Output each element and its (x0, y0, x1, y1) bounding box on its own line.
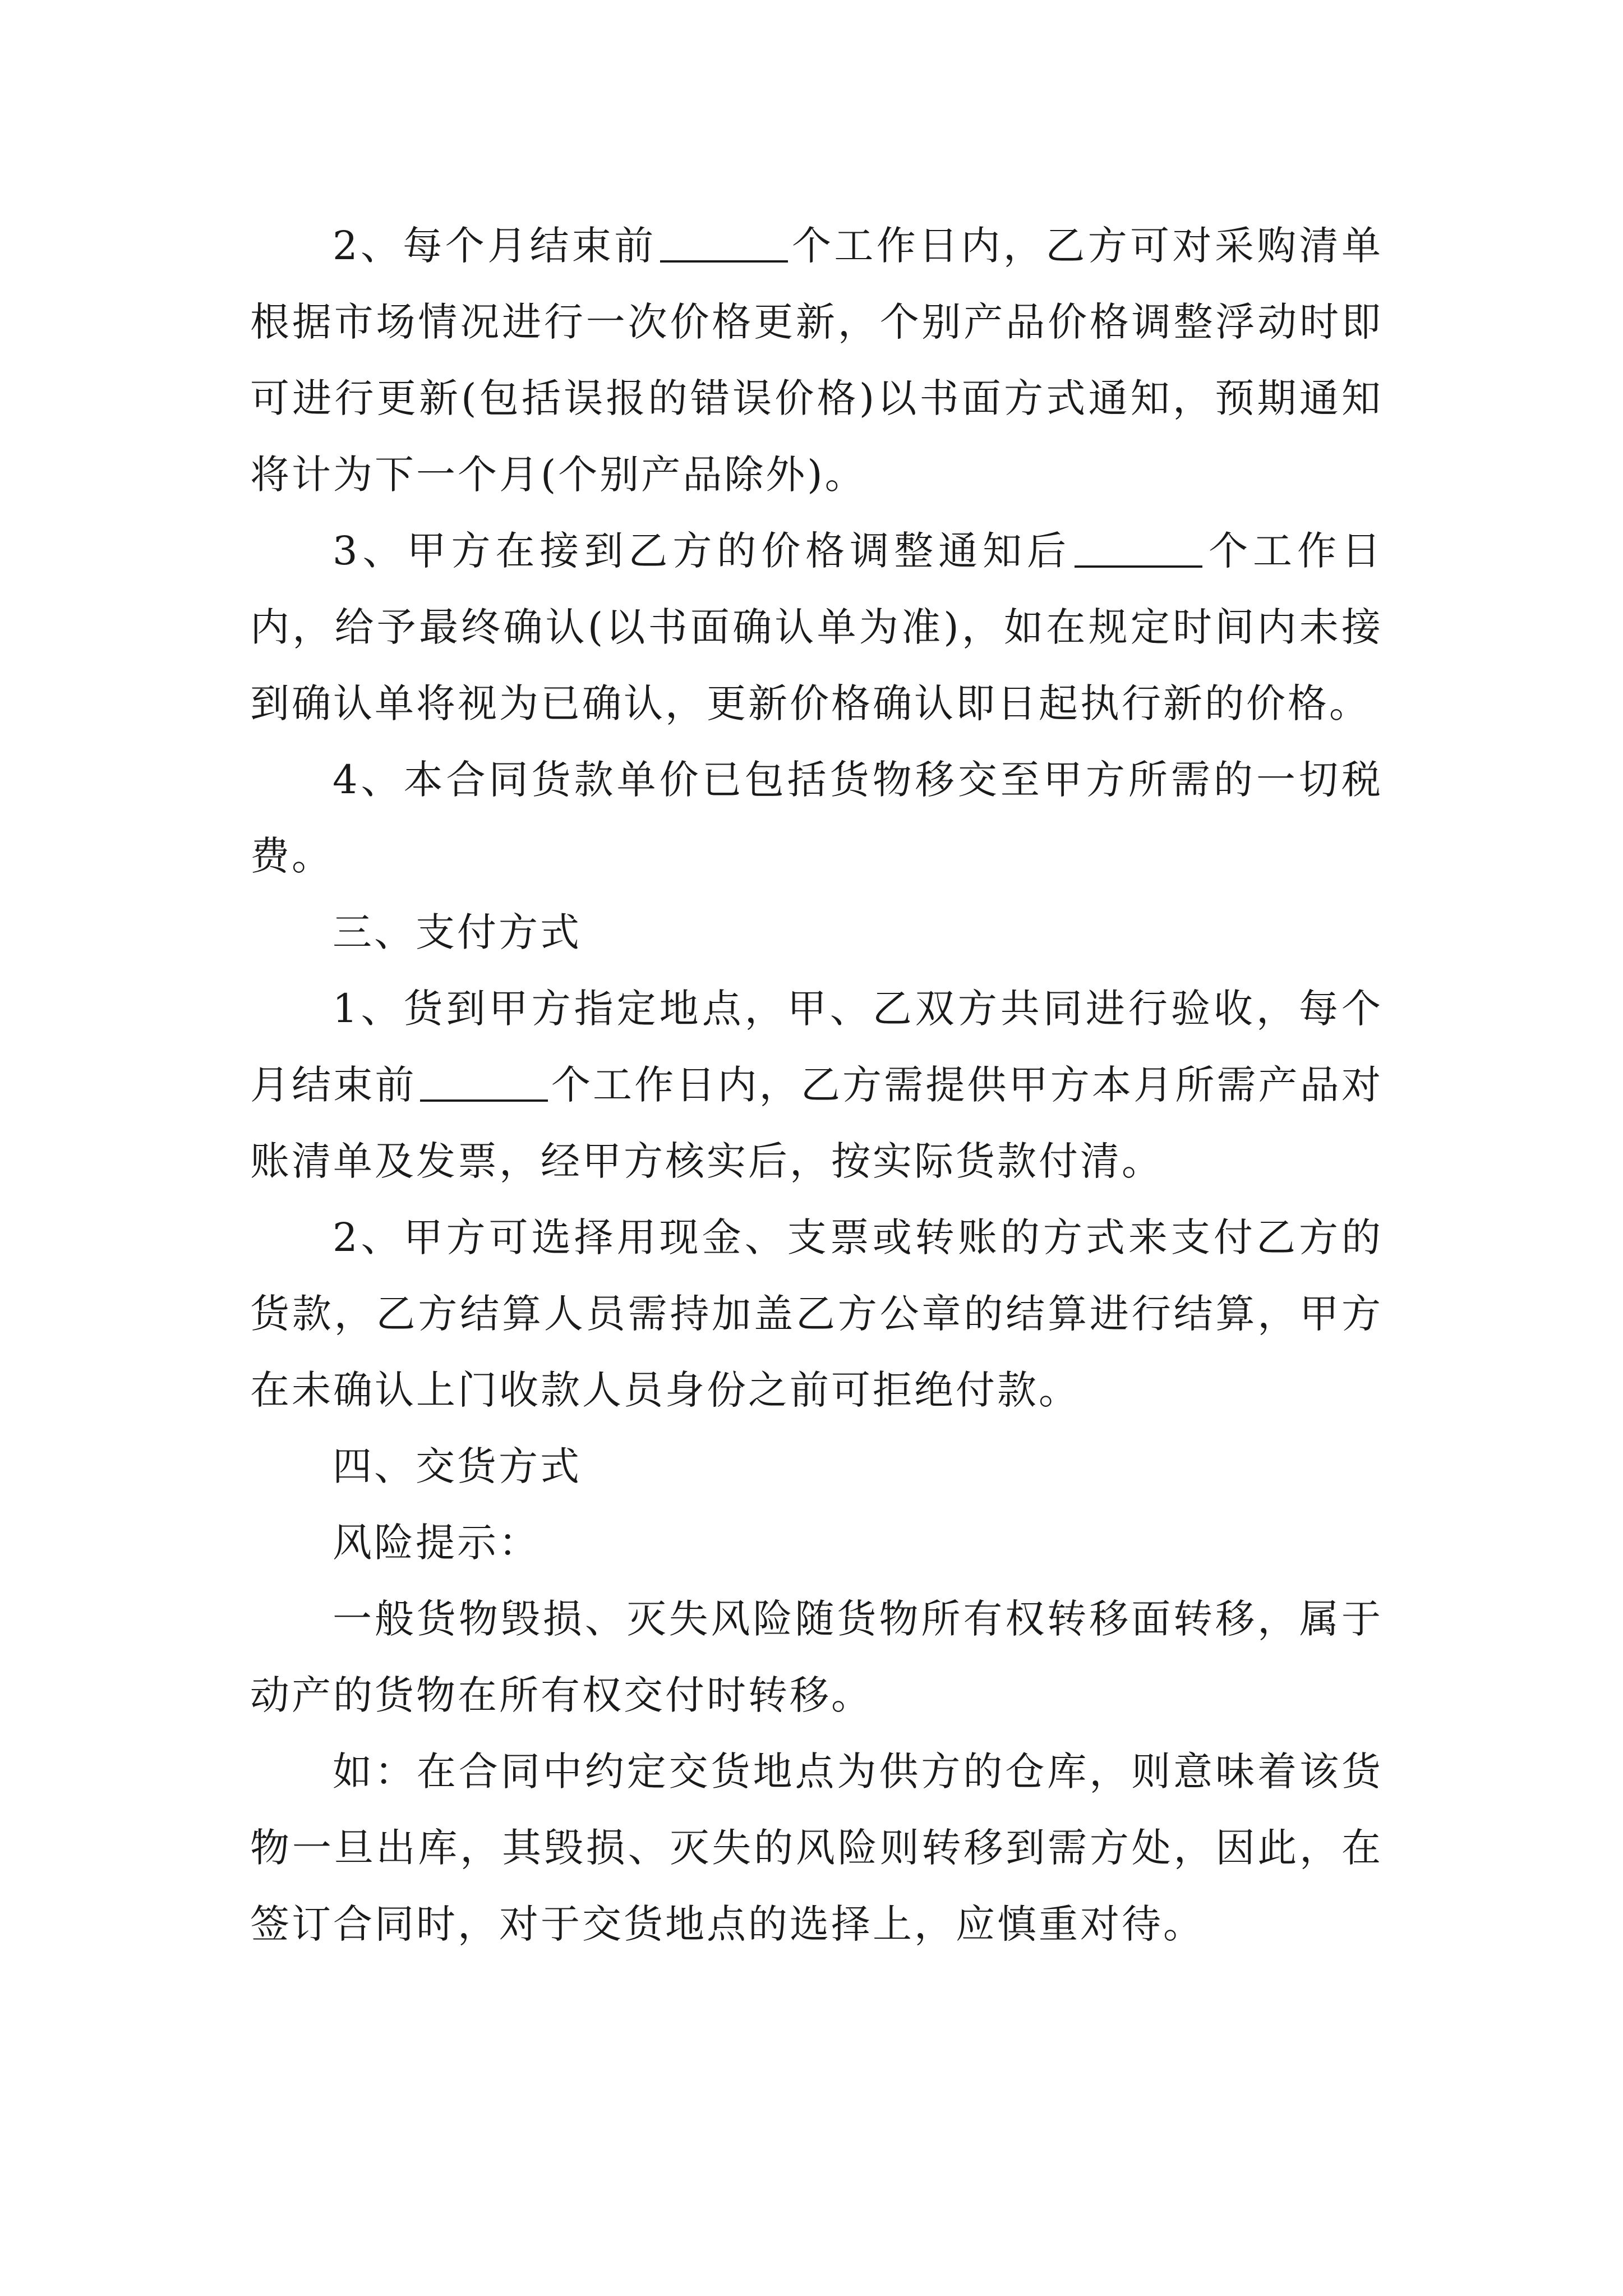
risk-notice-example: 如：在合同中约定交货地点为供方的仓库，则意味着该货物一旦出库，其毁损、灭失的风险则转移到需方处，因此，在签订合同时，对于交货地点的选择上，应慎重对待。 (250, 1749, 1383, 1947)
risk-notice-general: 一般货物毁损、灭失风险随货物所有权转移面转移，属于动产的货物在所有权交付时转移。 (250, 1596, 1383, 1718)
section-heading-payment: 三、支付方式 (333, 909, 582, 955)
clause-2-price-update: 2、每个月结束前 个工作日内，乙方可对采购清单根据市场情况进行一次价格更新，个别产品价格调整浮动时即可进行更新(包括误报的错误价格)以书面方式通知，预期通知将计为下一个月(个别产品除外)。 (250, 223, 1384, 498)
clause-4-taxes: 4、本合同货款单价已包括货物移交至甲方所需的一切税费。 (250, 757, 1383, 879)
risk-notice-label: 风险提示： (333, 1520, 540, 1566)
payment-clause-1: 1、货到甲方指定地点，甲、乙双方共同进行验收，每个月结束前 个工作日内，乙方需提供甲方本月所需产品对账清单及发票，经甲方核实后，按实际货款付清。 (250, 986, 1384, 1184)
section-heading-delivery: 四、交货方式 (333, 1443, 582, 1489)
payment-clause-2: 2、甲方可选择用现金、支票或转账的方式来支付乙方的货款，乙方结算人员需持加盖乙方公章的结算进行结算，甲方在未确认上门收款人员身份之前可拒绝付款。 (250, 1214, 1383, 1413)
blank-field (420, 1066, 548, 1102)
blank-field (660, 227, 788, 263)
document-body (250, 208, 1383, 1962)
blank-field (1075, 532, 1202, 568)
clause-3-price-confirmation: 3、甲方在接到乙方的价格调整通知后 个工作日内，给予最终确认(以书面确认单为准)，如在规定时间内未接到确认单将视为已确认，更新价格确认即日起执行新的价格。 (250, 528, 1383, 726)
